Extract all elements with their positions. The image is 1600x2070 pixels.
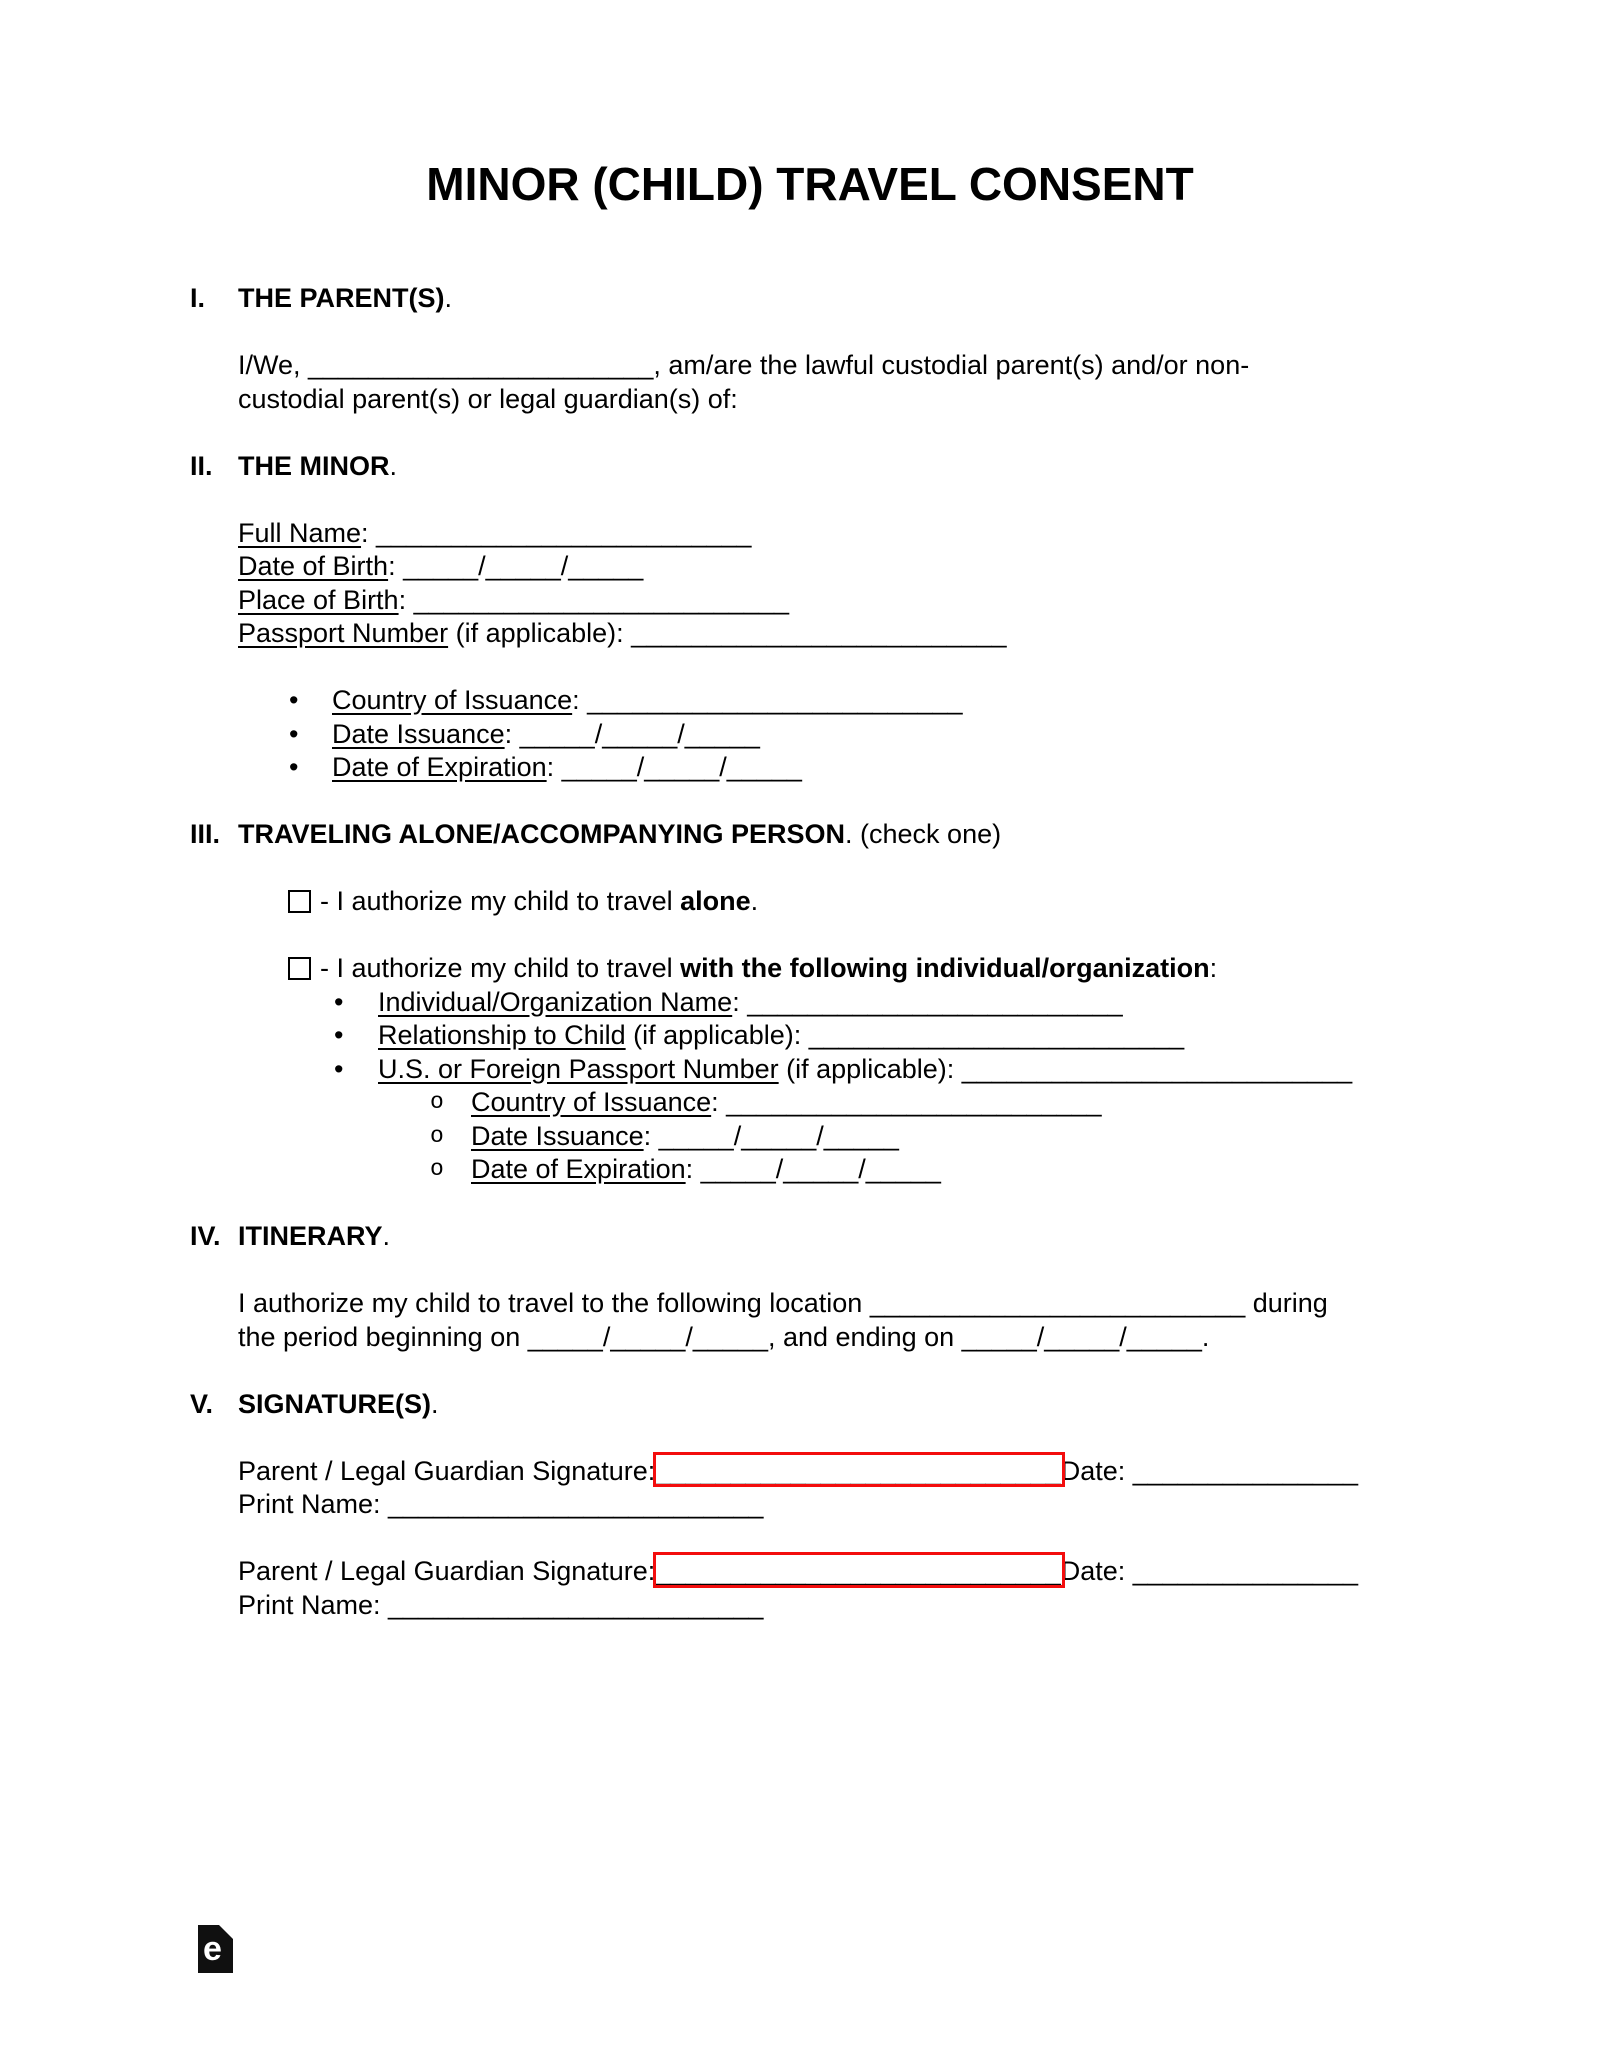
signature-row [238, 1555, 1430, 1589]
section-heading-signatures [190, 1388, 1430, 1422]
field-blank: : _____/_____/_____ [546, 752, 802, 782]
section-numeral: V. [190, 1388, 214, 1419]
bullet-icon: • [334, 986, 344, 1017]
field-blank: : _________________________ [361, 517, 752, 548]
parent-statement-line: custodial parent(s) or legal guardian(s) of: [238, 383, 738, 414]
field-date-of-birth: Date of Birth: _____/_____/_____ [238, 551, 644, 581]
signature-row [238, 1455, 1430, 1489]
bullet-icon: • [289, 752, 299, 782]
signature-block-1 [238, 1455, 1430, 1522]
field-blank: : _____/_____/_____ [643, 1120, 899, 1151]
field-blank: : _____/_____/_____ [685, 1154, 941, 1184]
checkbox-travel-with-icon[interactable] [288, 957, 311, 980]
itinerary-statement-line: the period beginning on _____/_____/_____, and ending on _____/_____/_____. [238, 1321, 1210, 1352]
eforms-logo-letter: e [203, 1930, 222, 1968]
print-name-row: Print Name: _________________________ [238, 1589, 764, 1620]
section-title: ITINERARY [238, 1221, 383, 1251]
itinerary-statement [238, 1287, 1430, 1354]
minor-passport-details [190, 684, 1430, 785]
option-label: - I authorize my child to travel alone. [320, 886, 759, 916]
bullet-country-of-issuance: • Country of Issuance: _________________________ [289, 684, 1430, 718]
field-blank: : _________________________ [572, 685, 963, 715]
section-heading-minor [190, 450, 1430, 484]
field-blank: : _________________________ [398, 584, 789, 615]
signature-field-1[interactable] [655, 1455, 1060, 1489]
date-label-and-blank: Date: _______________ [1060, 1556, 1358, 1586]
field-place-of-birth: Place of Birth: _________________________ [238, 584, 789, 615]
bullet-date-issuance: • Date Issuance: _____/_____/_____ [289, 718, 1430, 752]
signature-label: Parent / Legal Guardian Signature: [238, 1556, 656, 1586]
section-numeral: II. [190, 450, 213, 481]
bullet-icon: • [334, 1053, 344, 1084]
bullet-icon: • [289, 685, 299, 715]
field-full-name: Full Name: _________________________ [238, 517, 752, 548]
section-suffix: . [382, 1221, 391, 1251]
print-name-row: Print Name: _________________________ [238, 1489, 764, 1519]
section-heading-parent [190, 282, 1430, 316]
signature-field-highlight-box [653, 1452, 1064, 1488]
subbullet-country-of-issuance: o Country of Issuance: _________________________ [430, 1086, 1430, 1120]
itinerary-statement-line: I authorize my child to travel to the following location _________________________ during [238, 1288, 1328, 1318]
section-numeral: III. [190, 819, 221, 849]
accompanying-person-details [190, 986, 1430, 1187]
section-heading-travel [190, 818, 1430, 852]
signature-block-2 [238, 1555, 1430, 1622]
field-blank: : _________________________ [711, 1087, 1102, 1117]
option-label: - I authorize my child to travel with the following individual/organization: [320, 953, 1218, 983]
subbullet-date-issuance: o Date Issuance: _____/_____/_____ [430, 1120, 1430, 1154]
field-blank: : _________________________ [732, 986, 1123, 1017]
field-blank: : _____/_____/_____ [388, 551, 644, 581]
field-blank: (if applicable): _________________________ [625, 1020, 1185, 1050]
field-blank: (if applicable): _________________________ [448, 618, 1007, 648]
section-heading-itinerary [190, 1220, 1430, 1254]
subbullet-date-of-expiration: o Date of Expiration: _____/_____/_____ [430, 1153, 1430, 1187]
minor-fields [238, 517, 1430, 651]
bullet-relationship-to-child: • Relationship to Child (if applicable): _________________________ [334, 1019, 1430, 1053]
section-numeral: I. [190, 283, 206, 313]
document-title: MINOR (CHILD) TRAVEL CONSENT [426, 158, 1194, 210]
section-title: THE PARENT(S) [238, 283, 445, 313]
circle-bullet-icon: o [430, 1089, 444, 1115]
option-travel-with [288, 952, 1430, 986]
field-passport-number: Passport Number (if applicable): _________________________ [238, 618, 1007, 648]
eforms-logo [198, 1925, 233, 1973]
bullet-date-of-expiration: • Date of Expiration: _____/_____/_____ [289, 751, 1430, 785]
section-title: THE MINOR [238, 450, 390, 481]
signature-field-2[interactable] [655, 1555, 1060, 1589]
section-title: SIGNATURE(S) [238, 1388, 431, 1419]
section-suffix: . [431, 1388, 439, 1419]
parent-statement [238, 349, 1430, 416]
field-blank: (if applicable): __________________________ [778, 1053, 1353, 1084]
field-blank: : _____/_____/_____ [504, 718, 760, 749]
date-label-and-blank: Date: _______________ [1060, 1455, 1358, 1486]
signature-label: Parent / Legal Guardian Signature: [238, 1455, 656, 1486]
signature-blank: ___________________________ [655, 1455, 1061, 1486]
bullet-icon: • [289, 718, 299, 749]
checkbox-travel-alone-icon[interactable] [288, 890, 311, 913]
circle-bullet-icon: o [430, 1122, 444, 1149]
section-suffix: . [444, 283, 453, 313]
circle-bullet-icon: o [430, 1156, 444, 1182]
section-title: TRAVELING ALONE/ACCOMPANYING PERSON [238, 819, 846, 849]
parent-statement-line: I/We, _______________________, am/are the lawful custodial parent(s) and/or non- [238, 350, 1250, 380]
bullet-us-foreign-passport-number: • U.S. or Foreign Passport Number (if applicable): __________________________ [334, 1053, 1430, 1087]
bullet-individual-organization-name: • Individual/Organization Name: _________________________ [334, 986, 1430, 1020]
section-suffix: . [389, 450, 398, 481]
section-numeral: IV. [190, 1221, 221, 1251]
signature-field-highlight-box [653, 1552, 1064, 1588]
option-travel-alone [288, 885, 1430, 919]
bullet-icon: • [334, 1020, 344, 1050]
section-suffix: . (check one) [845, 819, 1002, 849]
signature-blank: ___________________________ [655, 1556, 1061, 1586]
